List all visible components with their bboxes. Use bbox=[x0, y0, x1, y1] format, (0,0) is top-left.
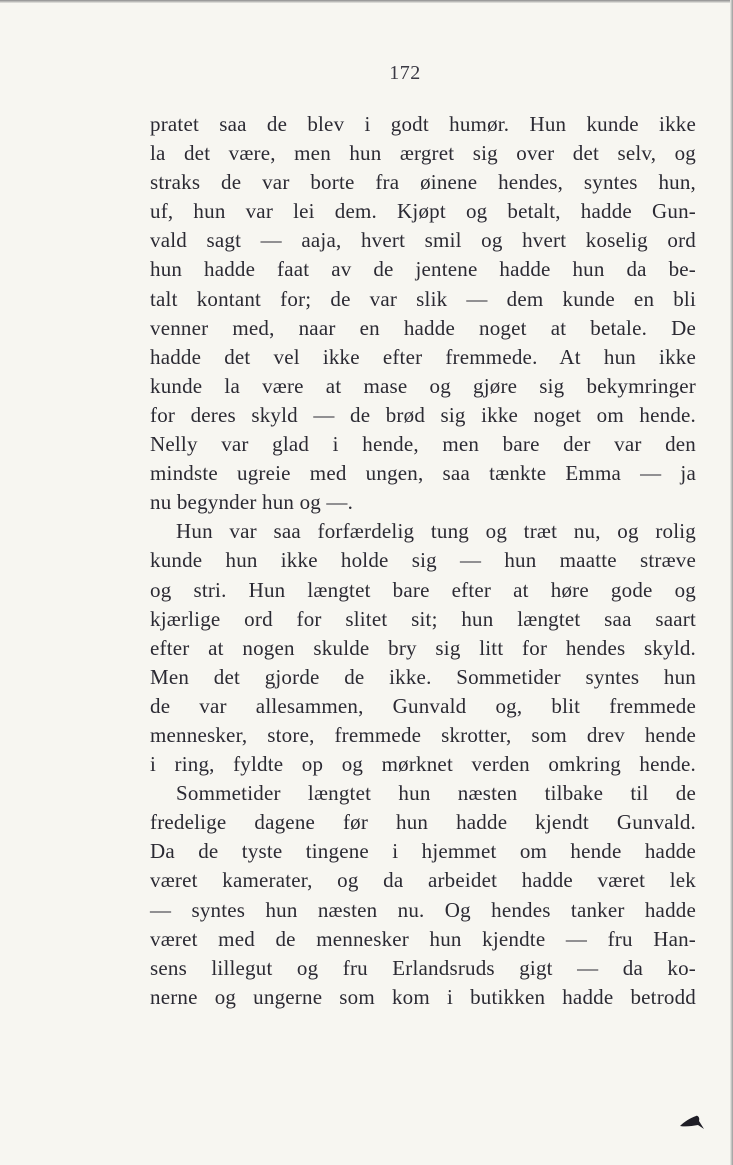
text-line: talt kontant for; de var slik — dem kunde en bli bbox=[150, 286, 696, 311]
text-line: pratet saa de blev i godt humør. Hun kunde ikke bbox=[150, 112, 696, 136]
text-line: straks de var borte fra øinene hendes, syntes hun, bbox=[150, 170, 696, 195]
text-line: efter at nogen skulde bry sig litt for hendes skyld. bbox=[150, 635, 696, 660]
text-line: været med de mennesker hun kjendte — fru Han- bbox=[150, 926, 696, 951]
text-line: Hun var saa forfærdelig tung og træt nu, og rolig bbox=[176, 519, 696, 544]
text-line: nu begynder hun og —. bbox=[150, 490, 354, 515]
text-line: nerne og ungerne som kom i butikken hadde betrodd bbox=[150, 984, 696, 1009]
text-line: venner med, naar en hadde noget at betale. De bbox=[150, 315, 696, 340]
text-line: sens lillegut og fru Erlandsruds gigt — da ko- bbox=[150, 955, 696, 980]
text-line: Da de tyste tingene i hjemmet om hende hadde bbox=[150, 839, 696, 864]
text-line: Men det gjorde de ikke. Sommetider syntes hun bbox=[150, 664, 696, 689]
page-number: 172 bbox=[389, 62, 421, 84]
ink-blot-mark bbox=[678, 1112, 706, 1132]
text-line: uf, hun var lei dem. Kjøpt og betalt, hadde Gun- bbox=[150, 199, 696, 224]
text-line: kunde la være at mase og gjøre sig bekymringer bbox=[150, 373, 696, 398]
text-line: kunde hun ikke holde sig — hun maatte stræve bbox=[150, 548, 696, 573]
text-line: vald sagt — aaja, hvert smil og hvert koselig ord bbox=[150, 228, 696, 253]
text-line: for deres skyld — de brød sig ikke noget om hende. bbox=[150, 402, 696, 427]
page-top-edge bbox=[0, 0, 733, 3]
text-line: fredelige dagene før hun hadde kjendt Gunvald. bbox=[150, 810, 696, 835]
text-line: hun hadde faat av de jentene hadde hun da be- bbox=[150, 257, 696, 282]
text-line: mennesker, store, fremmede skrotter, som drev hende bbox=[150, 722, 696, 747]
text-line: la det være, men hun ærgret sig over det selv, og bbox=[150, 141, 696, 166]
text-line: været kamerater, og da arbeidet hadde været lek bbox=[150, 868, 696, 893]
text-line: og stri. Hun længtet bare efter at høre gode og bbox=[150, 577, 696, 602]
text-line: kjærlige ord for slitet sit; hun længtet saa saart bbox=[150, 606, 696, 631]
text-line: Sommetider længtet hun næsten tilbake til de bbox=[176, 781, 696, 806]
text-line: Nelly var glad i hende, men bare der var den bbox=[150, 432, 696, 457]
text-line: — syntes hun næsten nu. Og hendes tanker hadde bbox=[150, 897, 696, 922]
body-text bbox=[150, 110, 696, 1012]
text-line: mindste ugreie med ungen, saa tænkte Emma — ja bbox=[150, 461, 696, 486]
text-line: de var allesammen, Gunvald og, blit fremmede bbox=[150, 693, 696, 718]
text-line: i ring, fyldte op og mørknet verden omkring hende. bbox=[150, 752, 696, 777]
text-line: hadde det vel ikke efter fremmede. At hun ikke bbox=[150, 344, 696, 369]
